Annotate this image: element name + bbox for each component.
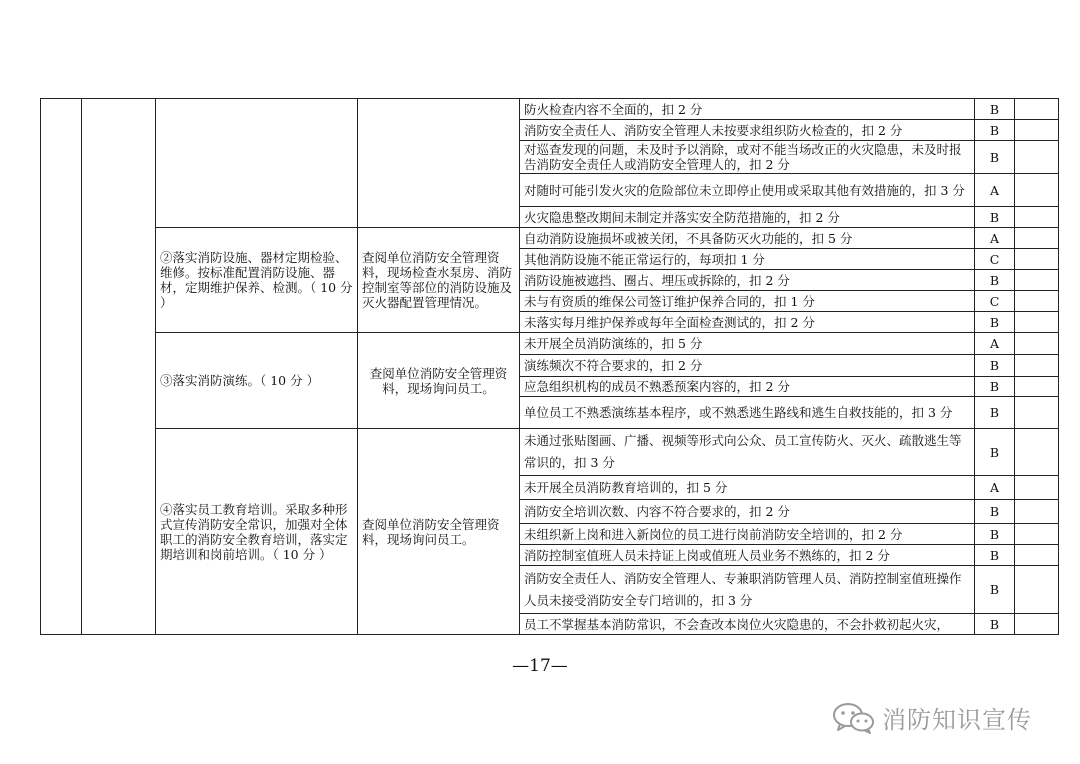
grade-cell: B [975,312,1015,333]
score-cell [1015,141,1059,174]
score-cell [1015,228,1059,249]
deduction-criterion: 未落实每月维护保养或每年全面检查测试的，扣 2 分 [520,312,975,333]
page-number: —17— [512,656,568,676]
deduction-criterion: 演练频次不符合要求的，扣 2 分 [520,355,975,377]
grade-cell: B [975,397,1015,429]
score-cell [1015,566,1059,614]
score-cell [1015,312,1059,333]
deduction-criterion: 自动消防设施损坏或被关闭，不具备防灭火功能的，扣 5 分 [520,228,975,249]
grade-cell: B [975,566,1015,614]
grade-cell: B [975,120,1015,141]
grade-cell: C [975,249,1015,270]
grade-cell: C [975,291,1015,312]
grade-cell: B [975,429,1015,476]
deduction-criterion: 未开展全员消防演练的，扣 5 分 [520,333,975,355]
item-cell-section1 [156,99,358,228]
deduction-criterion: 防火检查内容不全面的，扣 2 分 [520,99,975,120]
score-cell [1015,377,1059,397]
fire-safety-assessment-table [40,98,1059,635]
score-cell [1015,545,1059,566]
score-cell [1015,355,1059,377]
deduction-criterion: 应急组织机构的成员不熟悉预案内容的，扣 2 分 [520,377,975,397]
score-cell [1015,174,1059,207]
score-cell [1015,476,1059,500]
deduction-criterion: 消防安全责任人、消防安全管理人、专兼职消防管理人员、消防控制室值班操作人员未接受消防安全专门培训的，扣 3 分 [520,566,975,614]
deduction-criterion: 消防设施被遮挡、圈占、埋压或拆除的，扣 2 分 [520,270,975,291]
grade-cell: B [975,355,1015,377]
grade-cell: B [975,545,1015,566]
grade-cell: B [975,500,1015,524]
score-cell [1015,429,1059,476]
deduction-criterion: 员工不掌握基本消防常识，不会查改本岗位火灾隐患的，不会扑救初起火灾， [520,614,975,635]
grade-cell: B [975,270,1015,291]
deduction-criterion: 消防安全责任人、消防安全管理人未按要求组织防火检查的，扣 2 分 [520,120,975,141]
grade-cell: B [975,614,1015,635]
score-cell [1015,270,1059,291]
deduction-criterion: 火灾隐患整改期间未制定并落实安全防范措施的，扣 2 分 [520,207,975,228]
method-cell-section2: 查阅单位消防安全管理资料，现场检查水泵房、消防控制室等部位的消防设施及灭火器配置管理情况。 [358,228,520,333]
grade-cell: B [975,207,1015,228]
score-cell [1015,291,1059,312]
grade-cell: A [975,228,1015,249]
deduction-criterion: 未组织新上岗和进入新岗位的员工进行岗前消防安全培训的，扣 2 分 [520,524,975,545]
score-cell [1015,614,1059,635]
score-cell [1015,120,1059,141]
grade-cell: B [975,99,1015,120]
score-cell [1015,249,1059,270]
score-cell [1015,333,1059,355]
score-cell [1015,99,1059,120]
score-cell [1015,524,1059,545]
method-cell-section3: 查阅单位消防安全管理资料，现场询问员工。 [358,333,520,429]
deduction-criterion: 对巡查发现的问题，未及时予以消除，或对不能当场改正的火灾隐患，未及时报告消防安全责任人或消防安全管理人的，扣 2 分 [520,141,975,174]
deduction-criterion: 单位员工不熟悉演练基本程序，或不熟悉逃生路线和逃生自救技能的，扣 3 分 [520,397,975,429]
item-cell-section2: ②落实消防设施、器材定期检验、维修。按标准配置消防设施、器材，定期维护保养、检测。（ 10 分 ） [156,228,358,333]
grade-cell: B [975,141,1015,174]
grade-cell: B [975,524,1015,545]
deduction-criterion: 未通过张贴图画、广播、视频等形式向公众、员工宣传防火、灭火、疏散逃生等常识的，扣 3 分 [520,429,975,476]
grade-cell: A [975,174,1015,207]
deduction-criterion: 未与有资质的维保公司签订维护保养合同的，扣 1 分 [520,291,975,312]
deduction-criterion: 消防安全培训次数、内容不符合要求的，扣 2 分 [520,500,975,524]
item-cell-section4: ④落实员工教育培训。采取多种形式宣传消防安全常识，加强对全体职工的消防安全教育培训，落实定期培训和岗前培训。（ 10 分 ） [156,429,358,635]
watermark-text: 消防知识宣传 [882,706,1032,734]
wechat-icon [832,701,876,735]
grade-cell: B [975,377,1015,397]
item-cell-section3: ③落实消防演练。（ 10 分 ） [156,333,358,429]
method-cell-section4: 查阅单位消防安全管理资料，现场询问员工。 [358,429,520,635]
method-cell-section1 [358,99,520,228]
grade-cell: A [975,476,1015,500]
deduction-criterion: 消防控制室值班人员未持证上岗或值班人员业务不熟练的，扣 2 分 [520,545,975,566]
score-cell [1015,207,1059,228]
score-cell [1015,500,1059,524]
category-column-cell [41,99,82,635]
subcategory-column-cell [82,99,156,635]
watermark [832,700,1032,735]
deduction-criterion: 未开展全员消防教育培训的，扣 5 分 [520,476,975,500]
score-cell [1015,397,1059,429]
deduction-criterion: 其他消防设施不能正常运行的，每项扣 1 分 [520,249,975,270]
grade-cell: A [975,333,1015,355]
deduction-criterion: 对随时可能引发火灾的危险部位未立即停止使用或采取其他有效措施的，扣 3 分 [520,174,975,207]
